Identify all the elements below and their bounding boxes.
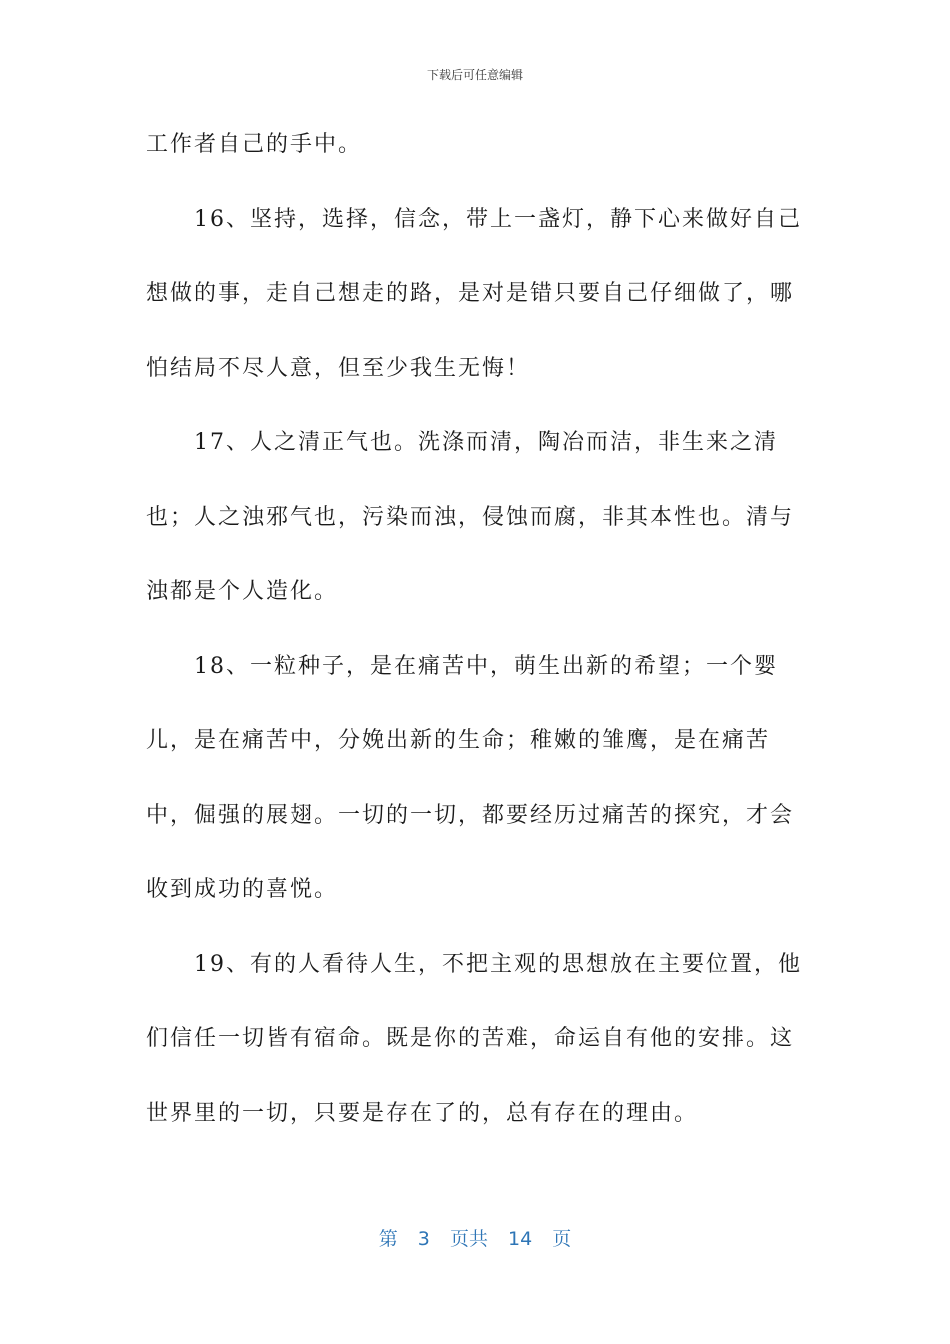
page-suffix: 页 xyxy=(552,1228,572,1250)
paragraph-18: 18、一粒种子，是在痛苦中，萌生出新的希望；一个婴儿，是在痛苦中，分娩出新的生命；稚嫩的雏鹰，是在痛苦中，倔强的展翅。一切的一切，都要经历过痛苦的探究，才会收到成功的喜悦。 xyxy=(146,653,795,902)
document-body xyxy=(146,108,806,1151)
page-footer xyxy=(0,1224,950,1251)
paragraph-16: 16、坚持，选择，信念，带上一盏灯，静下心来做好自己想做的事，走自己想走的路，是对是错只要自己仔细做了，哪怕结局不尽人意，但至少我生无悔！ xyxy=(146,206,802,381)
current-page-number: 3 xyxy=(417,1228,430,1250)
page-middle-label: 页共 xyxy=(449,1228,488,1250)
paragraph-continuation: 工作者自己的手中。 xyxy=(146,132,363,157)
paragraph-17: 17、人之清正气也。洗涤而清，陶冶而洁，非生来之清也；人之浊邪气也，污染而浊，侵蚀而腐，非其本性也。清与浊都是个人造化。 xyxy=(146,430,795,604)
page-header: 下载后可任意编辑 xyxy=(426,68,523,82)
page-prefix: 第 xyxy=(378,1228,398,1250)
paragraph-19: 19、有的人看待人生，不把主观的思想放在主要位置，他们信任一切皆有宿命。既是你的苦难，命运自有他的安排。这世界里的一切，只要是存在了的，总有存在的理由。 xyxy=(146,951,802,1126)
total-pages-number: 14 xyxy=(508,1228,533,1250)
